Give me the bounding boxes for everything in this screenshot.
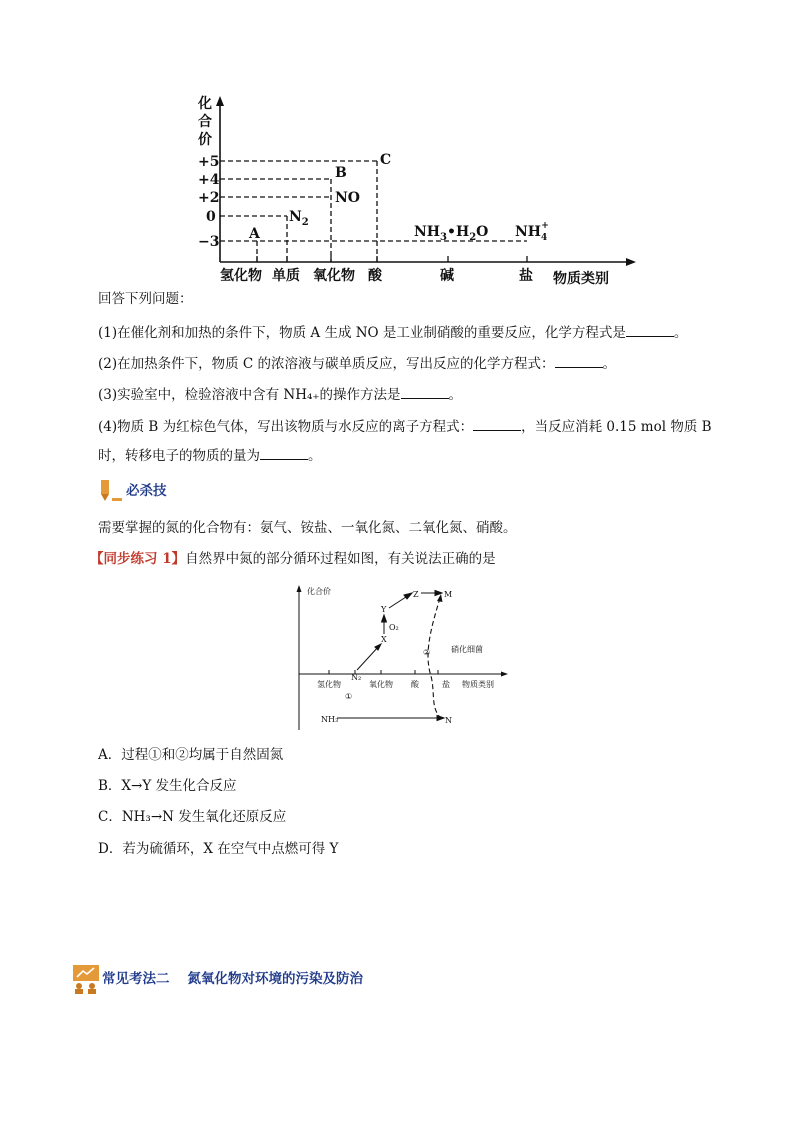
y-label-2: 合 — [198, 114, 212, 130]
question-4-line-2: 时，转移电子的物质的量为 。 — [98, 445, 322, 466]
category-element: 单质 — [272, 268, 300, 284]
point-c: C — [380, 152, 392, 168]
section-title: 氮氧化物对环境的污染及防治 — [187, 971, 363, 987]
y-label-3: 价 — [198, 132, 212, 148]
practice-stem: 【同步练习 1】自然界中氮的部分循环过程如图，有关说法正确的是 — [90, 551, 496, 567]
category-salt: 盐 — [519, 268, 533, 284]
point-no: NO — [335, 190, 360, 206]
point-b: B — [335, 165, 347, 181]
y-axis-label: 化合价 — [307, 587, 331, 596]
label-o2: O₂ — [389, 623, 399, 632]
y-tick-minus3: −3 — [198, 234, 220, 250]
label-y: Y — [381, 605, 387, 614]
category-hydride: 氢化物 — [220, 268, 262, 284]
section-heading — [72, 964, 363, 994]
y-axis-arrow — [297, 585, 302, 592]
label-m: M — [444, 590, 453, 599]
option-a[interactable]: A．过程①和②均属于自然固氮 — [98, 747, 284, 763]
tip-text: 需要掌握的氮的化合物有：氨气、铵盐、一氧化氮、二氧化氮、硝酸。 — [98, 520, 517, 536]
category-oxide: 氧化物 — [369, 680, 393, 689]
label-nh3: NH₃ — [321, 715, 339, 724]
label-process-1: ① — [345, 692, 353, 701]
guide-lines — [220, 161, 527, 262]
y-label-1: 化 — [198, 96, 212, 112]
category-acid: 酸 — [368, 268, 382, 284]
answer-blank-4b — [260, 445, 308, 460]
category-acid: 酸 — [411, 680, 419, 689]
question-4-line-1: (4)物质 B 为红棕色气体，写出该物质与水反应的离子方程式： ，当反应消耗 0.15 mol 物质 B — [98, 416, 712, 437]
x-ticks — [257, 256, 527, 262]
label-z: Z — [413, 590, 419, 599]
category-base: 碱 — [440, 268, 454, 284]
point-nh4: $NH_4+$ — [515, 221, 549, 243]
curve-arrowhead — [437, 594, 443, 602]
question-3: (3)实验室中，检验溶液中含有 NH₄₊的操作方法是 。 — [98, 384, 462, 405]
practice-tag: 【同步练习 1】 — [90, 551, 186, 567]
y-tick-plus5: +5 — [198, 154, 220, 170]
y-tick-plus4: +4 — [198, 172, 220, 188]
option-d[interactable]: D．若为硫循环，X 在空气中点燃可得 Y — [98, 841, 339, 857]
x-axis-label: 物质类别 — [462, 680, 494, 689]
y-axis-arrow — [216, 96, 224, 106]
questions-intro: 回答下列问题： — [98, 291, 193, 307]
nitrogen-valence-diagram — [180, 90, 640, 290]
label-x: X — [381, 635, 387, 644]
question-2: (2)在加热条件下，物质 C 的浓溶液与碳单质反应，写出反应的化学方程式： 。 — [98, 353, 616, 374]
category-salt: 盐 — [442, 680, 450, 689]
label-process-2: ② — [423, 648, 431, 657]
x-axis-label: 物质类别 — [553, 271, 609, 287]
label-n2: N₂ — [351, 673, 362, 682]
x-axis-arrow — [501, 672, 508, 677]
answer-blank-2 — [555, 353, 603, 368]
x-axis-arrow — [626, 258, 636, 266]
nitrification-dashed-curve — [428, 598, 440, 716]
tip-title: 必杀技 — [126, 483, 167, 499]
y-tick-zero: 0 — [206, 209, 216, 225]
nitrogen-cycle-diagram — [285, 582, 510, 732]
answer-blank-4a — [473, 416, 521, 431]
teacher-icon — [72, 964, 100, 994]
label-bacteria: 硝化细菌 — [451, 645, 483, 654]
pencil-icon — [98, 478, 124, 504]
y-tick-plus2: +2 — [198, 190, 220, 206]
x-ticks — [329, 670, 438, 674]
option-b[interactable]: B．X→Y 发生化合反应 — [98, 778, 237, 794]
section-prefix: 常见考法二 — [102, 971, 170, 987]
tip-heading — [98, 478, 167, 504]
point-nh3h2o: $NH_3•H_2O$ — [414, 224, 489, 243]
category-oxide: 氧化物 — [313, 268, 355, 284]
answer-blank-1 — [626, 322, 674, 337]
point-a: A — [249, 226, 260, 242]
question-1: (1)在催化剂和加热的条件下，物质 A 生成 NO 是工业制硝酸的重要反应，化学方程式是 。 — [98, 322, 687, 343]
point-n2: $N_2$ — [289, 209, 309, 228]
option-c[interactable]: C．NH₃→N 发生氧化还原反应 — [98, 809, 287, 825]
answer-blank-3 — [401, 384, 449, 399]
category-hydride: 氢化物 — [317, 680, 341, 689]
label-n: N — [445, 716, 452, 725]
